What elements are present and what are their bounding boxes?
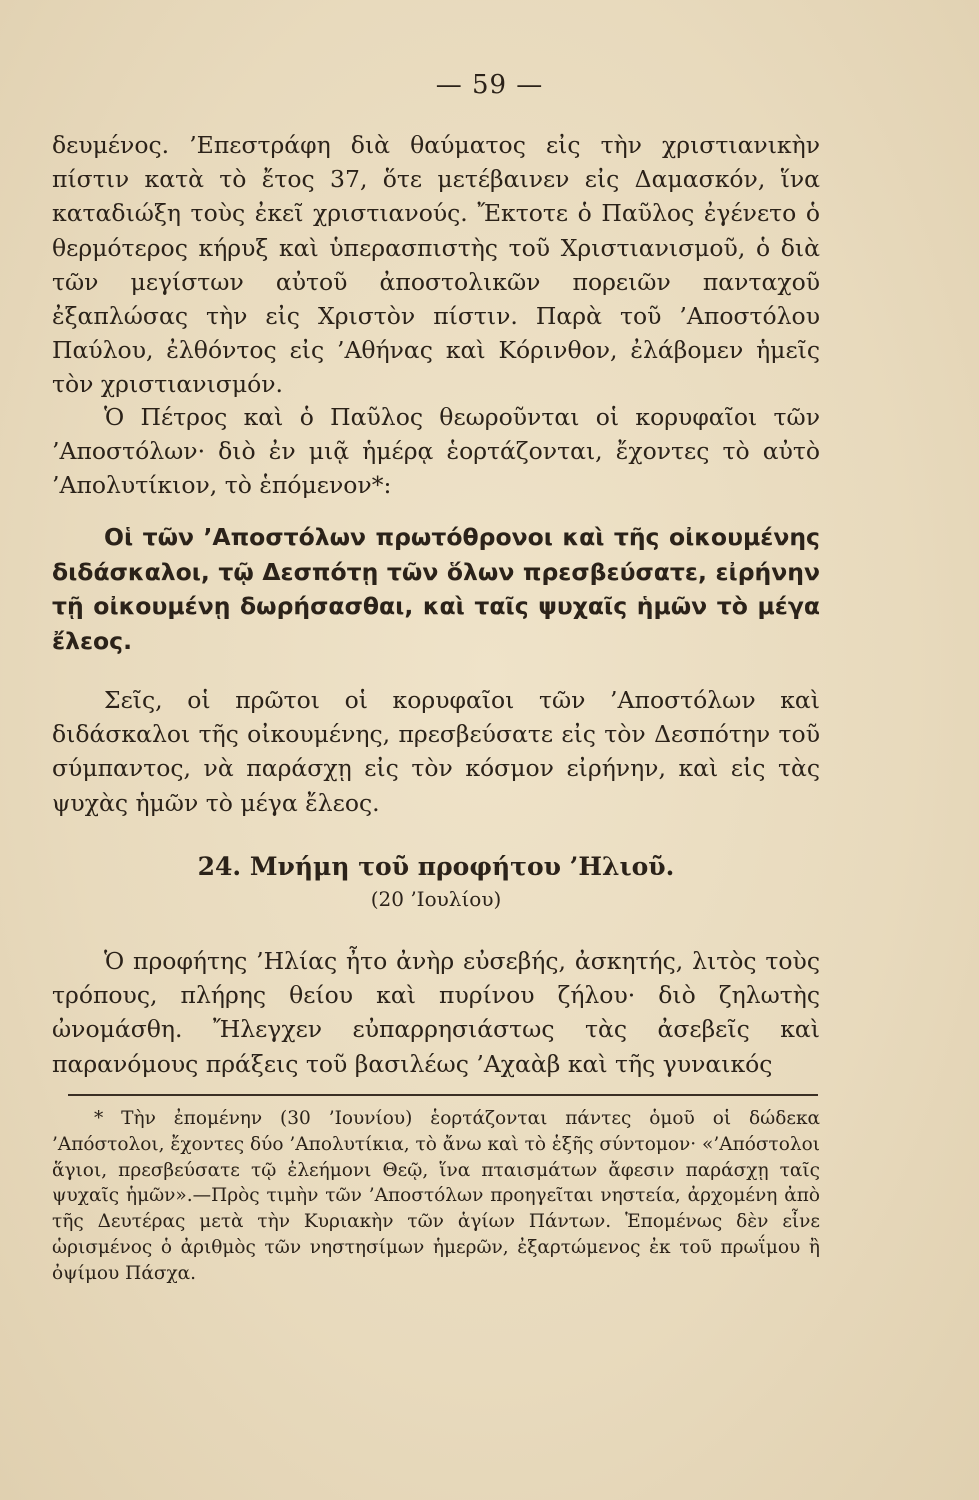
section-date: (20 ’Ιουλίου) bbox=[370, 887, 502, 911]
hymn-text: Οἱ τῶν ’Αποστόλων πρωτόθρονοι καὶ τῆς οἰκουμένης διδάσκαλοι, τῷ Δεσπότῃ τῶν ὅλων πρεσβεύσατε, εἰρήνην τῇ οἰκουμένῃ δωρήσασθαι, καὶ ταῖς ψυχαῖς ἡμῶν τὸ μέγα ἔλεος. bbox=[52, 523, 820, 655]
page-number: — 59 — bbox=[435, 70, 544, 100]
paragraph-paul-conversion bbox=[52, 128, 820, 402]
footnote-text: * Τὴν ἐπομένην (30 ’Ιουνίου) ἑορτάζονται πάντες ὁμοῦ οἱ δώδεκα ’Απόστολοι, ἔχοντες δύο ’Απολυτίκια, τὸ ἄνω καὶ τὸ ἑξῆς σύντομον· «’Απόστολοι ἅγιοι, πρεσβεύσατε τῷ ἐλεήμονι Θεῷ, ἵνα πταισμάτων ἄφεσιν παράσχῃ ταῖς ψυχαῖς ἡμῶν».—Πρὸς τιμὴν τῶν ’Αποστόλων προηγεῖται νηστεία, ἀρχομένη ἀπὸ τῆς Δευτέρας μετὰ τὴν Κυριακὴν τῶν ἁγίων Πάντων. Ἑπομένως δὲν εἶνε ὡρισμένος ὁ ἀριθμὸς τῶν νηστησίμων ἡμερῶν, ἐξαρτώμενος ἐκ τοῦ πρωΐμου ἢ ὀψίμου Πάσχα. bbox=[52, 1108, 820, 1284]
paragraph-text: Ὁ προφήτης ’Ηλίας ἦτο ἀνὴρ εὐσεβής, ἀσκητής, λιτὸς τοὺς τρόπους, πλήρης θείου καὶ πυρίνου ζήλου· διὸ ζηλωτὴς ὠνομάσθη. Ἤλεγχεν εὐπαρρησιάστως τὰς ἀσεβεῖς καὶ παρανόμους πράξεις τοῦ βασιλέως ’Αχαὰβ καὶ τῆς γυναικός bbox=[52, 947, 820, 1078]
paragraph-text: δευμένος. ’Επεστράφη διὰ θαύματος εἰς τὴν χριστιανικὴν πίστιν κατὰ τὸ ἔτος 37, ὅτε μετέβαινεν εἰς Δαμασκόν, ἵνα καταδιώξη τοὺς ἐκεῖ χριστιανούς. Ἔκτοτε ὁ Παῦλος ἐγένετο ὁ θερμότερος κήρυξ καὶ ὑπερασπιστὴς τοῦ Χριστιανισμοῦ, ὁ διὰ τῶν μεγίστων αὐτοῦ ἀποστολικῶν πορειῶν πανταχοῦ ἐξαπλώσας τὴν εἰς Χριστὸν πίστιν. Παρὰ τοῦ ’Αποστόλου Παύλου, ἐλθόντος εἰς ’Αθήνας καὶ Κόρινθον, ἐλάβομεν ἡμεῖς τὸν χριστιανισμόν. bbox=[52, 131, 820, 399]
hymn-translation-text: Σεῖς, οἱ πρῶτοι οἱ κορυφαῖοι τῶν ’Αποστόλων καὶ διδάσκαλοι τῆς οἰκουμένης, πρεσβεύσατε εἰς τὸν Δεσπότην τοῦ σύμπαντος, νὰ παράσχῃ εἰς τὸν κόσμον εἰρήνην, καὶ εἰς τὰς ψυχὰς ἡμῶν τὸ μέγα ἔλεος. bbox=[52, 686, 820, 817]
footnote bbox=[52, 1106, 820, 1287]
section-heading bbox=[52, 852, 820, 911]
apolytikion-bold bbox=[52, 520, 820, 658]
section-title: 24. Μνήμη τοῦ προφήτου ’Ηλιοῦ. bbox=[197, 852, 675, 881]
paragraph-elijah bbox=[52, 944, 820, 1081]
paragraph-peter-paul bbox=[52, 400, 820, 503]
apolytikion-translation bbox=[52, 683, 820, 820]
paragraph-text: Ὁ Πέτρος καὶ ὁ Παῦλος θεωροῦνται οἱ κορυφαῖοι τῶν ’Αποστόλων· διὸ ἐν μιᾷ ἡμέρᾳ ἑορτάζονται, ἔχοντες τὸ αὐτὸ ’Απολυτίκιον, τὸ ἑπόμενον*: bbox=[52, 403, 820, 500]
footnote-divider bbox=[68, 1094, 818, 1096]
